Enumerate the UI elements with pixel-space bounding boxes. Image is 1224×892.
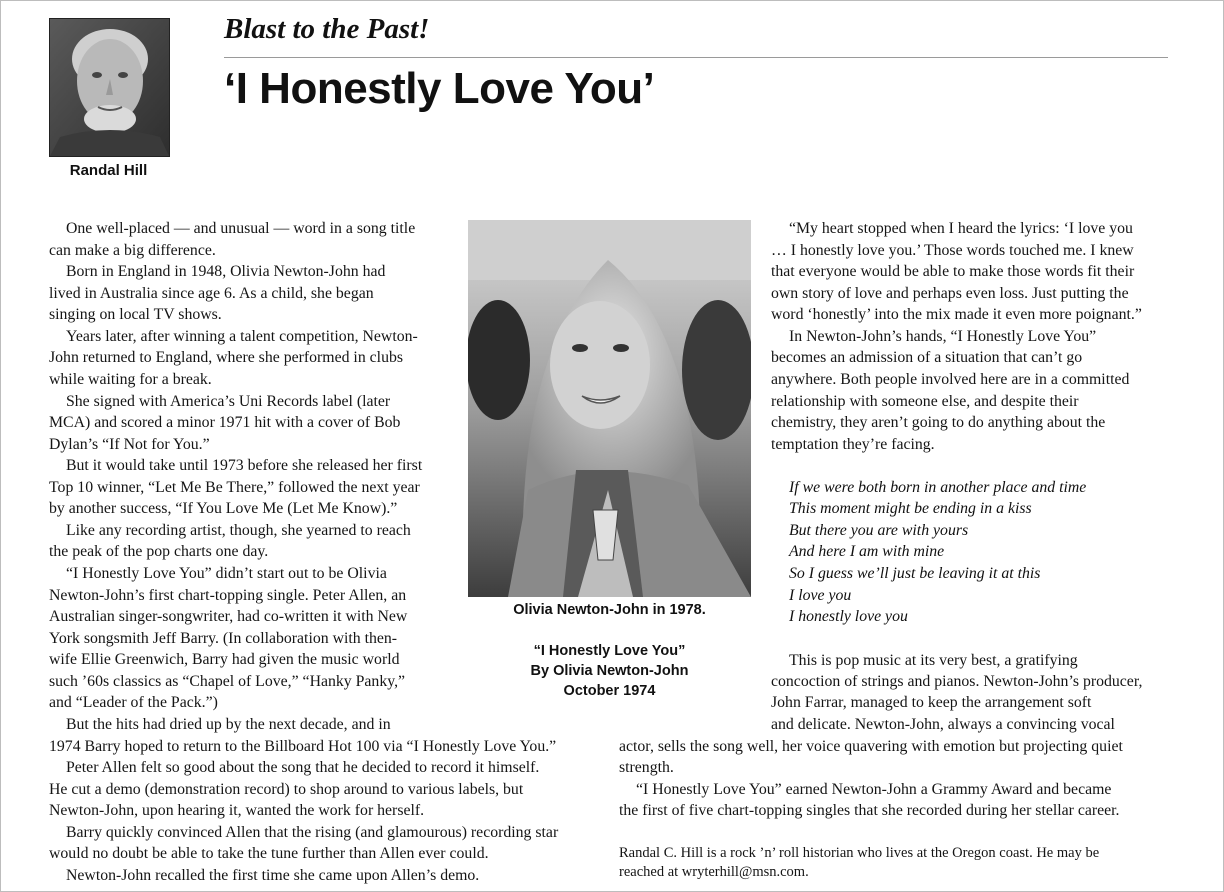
text-line: anywhere. Both people involved here are in a committed xyxy=(771,371,1130,388)
text-line: MCA) and scored a minor 1971 hit with a cover of Bob xyxy=(49,414,401,431)
text-line: But it would take until 1973 before she released her first xyxy=(66,457,423,474)
section-kicker: Blast to the Past! xyxy=(224,13,430,45)
text-line: Years later, after winning a talent competition, Newton- xyxy=(66,328,418,345)
text-line: while waiting for a break. xyxy=(49,371,212,388)
text-line: such ’60s classics as “Chapel of Love,” “Hanky Panky,” xyxy=(49,673,406,690)
text-line: the first of five chart-topping singles that she recorded during her stellar career. xyxy=(619,802,1120,819)
article-headline: ‘I Honestly Love You’ xyxy=(224,64,655,113)
text-line: relationship with someone else, and despite their xyxy=(771,393,1079,410)
text-line: singing on local TV shows. xyxy=(49,306,222,323)
text-line: York songsmith Jeff Barry. (In collaboration with then- xyxy=(49,630,398,647)
header-divider xyxy=(224,57,1168,58)
song-date: October 1974 xyxy=(563,683,656,699)
text-line: … I honestly love you.’ Those words touched me. I knew xyxy=(771,242,1134,259)
text-line: wife Ellie Greenwich, Barry had given the music world xyxy=(49,651,400,668)
text-line: Peter Allen felt so good about the song that he decided to record it himself. xyxy=(66,759,540,776)
lyric-line: I honestly love you xyxy=(789,608,908,625)
lyric-line: I love you xyxy=(789,587,852,604)
bio-line: Randal C. Hill is a rock ’n’ roll historian who lives at the Oregon coast. He may be xyxy=(619,845,1100,861)
photo-caption: Olivia Newton-John in 1978. xyxy=(513,602,706,618)
song-title: “I Honestly Love You” xyxy=(533,643,686,659)
text-line: This is pop music at its very best, a gratifying xyxy=(789,652,1078,669)
text-line: Newton-John, upon hearing it, wanted the work for herself. xyxy=(49,802,425,819)
text-line: word ‘honestly’ into the mix made it even more poignant.” xyxy=(771,306,1142,323)
text-line: actor, sells the song well, her voice quavering with emotion but projecting quiet xyxy=(619,738,1123,755)
lyric-line: This moment might be ending in a kiss xyxy=(789,500,1032,517)
lyric-line: If we were both born in another place and time xyxy=(789,479,1087,496)
olivia-newton-john-photo xyxy=(468,220,751,597)
text-line: John Farrar, managed to keep the arrangement soft xyxy=(771,694,1092,711)
text-line: Newton-John recalled the first time she came upon Allen’s demo. xyxy=(66,867,480,884)
text-line: lived in Australia since age 6. As a child, she began xyxy=(49,285,374,302)
lyric-line: So I guess we’ll just be leaving it at this xyxy=(789,565,1041,582)
text-line: “I Honestly Love You” earned Newton-John a Grammy Award and became xyxy=(636,781,1112,798)
text-line: and delicate. Newton-John, always a convincing vocal xyxy=(771,716,1115,733)
author-photo xyxy=(49,18,170,157)
text-line: chemistry, they aren’t going to do anything about the xyxy=(771,414,1106,431)
text-line: John returned to England, where she performed in clubs xyxy=(49,349,404,366)
text-line: But the hits had dried up by the next decade, and in xyxy=(66,716,391,733)
text-line: Newton-John’s first chart-topping single. Peter Allen, an xyxy=(49,587,407,604)
text-line: Dylan’s “If Not for You.” xyxy=(49,436,210,453)
text-line: One well-placed — and unusual — word in a song title xyxy=(66,220,416,237)
text-line: and “Leader of the Pack.”) xyxy=(49,694,218,711)
text-line: would no doubt be able to take the tune further than Allen ever could. xyxy=(49,845,489,862)
text-line: 1974 Barry hoped to return to the Billboard Hot 100 via “I Honestly Love You.” xyxy=(49,738,557,755)
text-line: strength. xyxy=(619,759,674,776)
lyric-line: But there you are with yours xyxy=(789,522,969,539)
song-artist: By Olivia Newton-John xyxy=(530,663,689,679)
text-line: temptation they’re facing. xyxy=(771,436,935,453)
lyric-line: And here I am with mine xyxy=(789,543,945,560)
text-line: the peak of the pop charts one day. xyxy=(49,543,269,560)
text-line: “My heart stopped when I heard the lyrics: ‘I love you xyxy=(789,220,1133,237)
text-line: Australian singer-songwriter, had co-written it with New xyxy=(49,608,408,625)
text-line: Like any recording artist, though, she yearned to reach xyxy=(66,522,411,539)
bio-line: reached at wryterhill@msn.com. xyxy=(619,864,809,880)
text-line: can make a big difference. xyxy=(49,242,216,259)
text-line: that everyone would be able to make those words fit their xyxy=(771,263,1135,280)
text-line: becomes an admission of a situation that can’t go xyxy=(771,349,1083,366)
text-line: In Newton-John’s hands, “I Honestly Love You” xyxy=(789,328,1097,345)
author-name: Randal Hill xyxy=(69,162,148,179)
text-line: by another success, “If You Love Me (Let Me Know).” xyxy=(49,500,398,517)
text-line: He cut a demo (demonstration record) to shop around to various labels, but xyxy=(49,781,524,798)
text-line: She signed with America’s Uni Records label (later xyxy=(66,393,391,410)
text-line: concoction of strings and pianos. Newton-John’s producer, xyxy=(771,673,1143,690)
text-line: Barry quickly convinced Allen that the rising (and glamourous) recording star xyxy=(66,824,559,841)
text-line: “I Honestly Love You” didn’t start out to be Olivia xyxy=(66,565,387,582)
text-line: Top 10 winner, “Let Me Be There,” followed the next year xyxy=(49,479,420,496)
text-line: own story of love and perhaps even loss. Just putting the xyxy=(771,285,1129,302)
text-line: Born in England in 1948, Olivia Newton-John had xyxy=(66,263,386,280)
